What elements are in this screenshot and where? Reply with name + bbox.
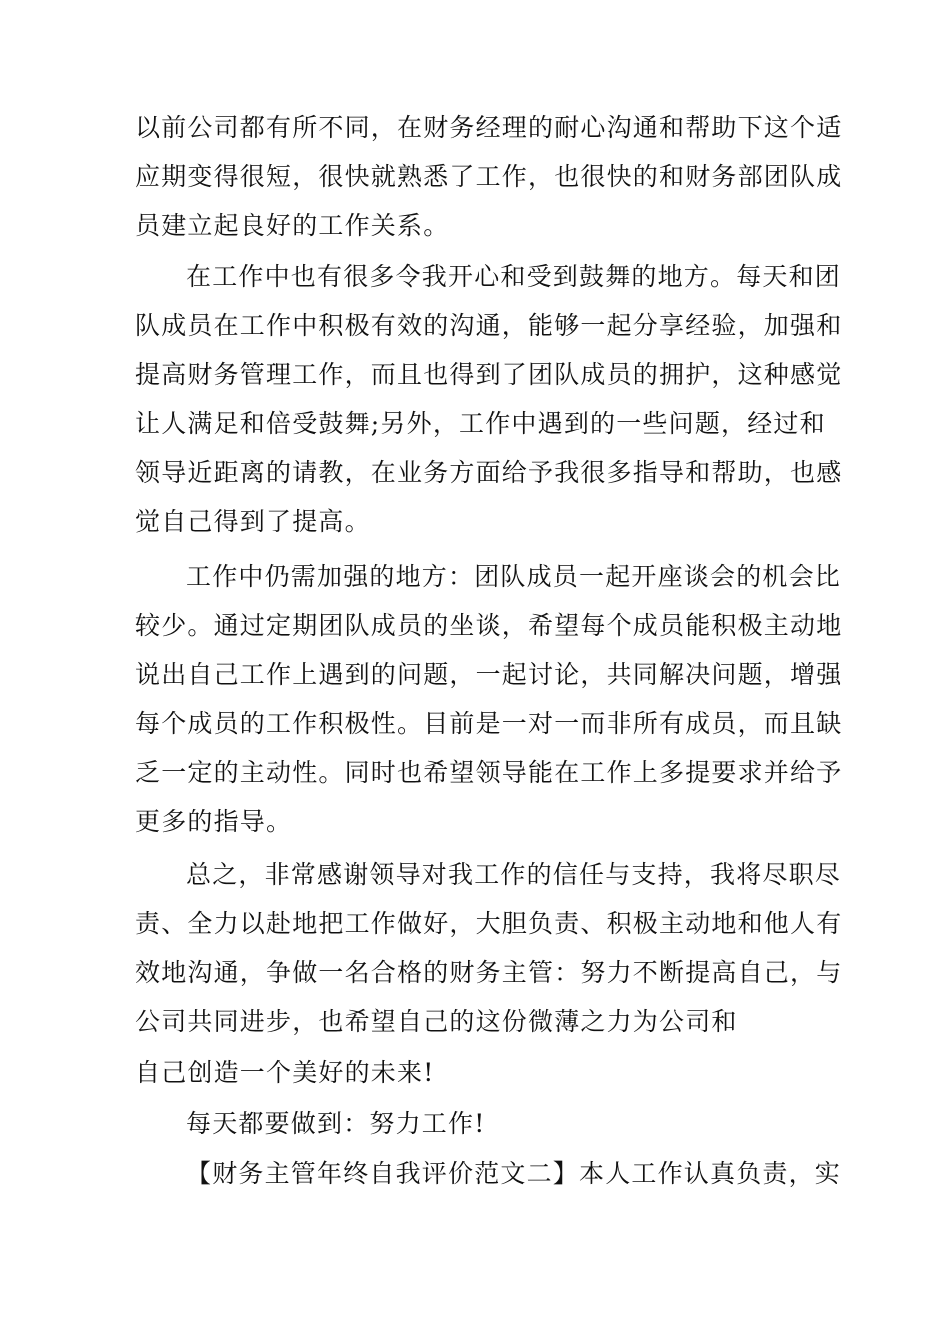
text-line: 觉自己得到了提高。 [135, 507, 371, 536]
text-line: 让人满足和倍受鼓舞;另外，工作中遇到的一些问题，经过和 [135, 409, 826, 438]
paragraph-first-line: 工作中仍需加强的地方：团队成员一起开座谈会的机会比 [186, 562, 842, 591]
text-line: 每个成员的工作积极性。目前是一对一而非所有成员，而且缺 [135, 709, 843, 738]
text-line: 较少。通过定期团队成员的坐谈，希望每个成员能积极主动地 [135, 611, 843, 640]
text-line: 提高财务管理工作，而且也得到了团队成员的拥护，这种感觉 [135, 360, 843, 389]
text-line: 效地沟通，争做一名合格的财务主管：努力不断提高自己，与 [135, 958, 843, 987]
section-heading-line: 【财务主管年终自我评价范文二】本人工作认真负责，实 [186, 1159, 842, 1188]
text-line: 责、全力以赴地把工作做好，大胆负责、积极主动地和他人有 [135, 909, 843, 938]
text-line: 公司共同进步，也希望自己的这份微薄之力为公司和 [135, 1007, 738, 1036]
text-line: 自己创造一个美好的未来! [135, 1058, 435, 1087]
text-line: 领导近距离的请教，在业务方面给予我很多指导和帮助，也感 [135, 458, 843, 487]
text-line: 应期变得很短，很快就熟悉了工作，也很快的和财务部团队成 [135, 162, 843, 191]
paragraph-first-line: 总之，非常感谢领导对我工作的信任与支持，我将尽职尽 [186, 860, 842, 889]
text-line: 员建立起良好的工作关系。 [135, 211, 450, 240]
text-line: 以前公司都有所不同，在财务经理的耐心沟通和帮助下这个适 [135, 113, 843, 142]
text-line: 队成员在工作中积极有效的沟通，能够一起分享经验，加强和 [135, 311, 843, 340]
text-line: 说出自己工作上遇到的问题，一起讨论，共同解决问题，增强 [135, 660, 843, 689]
text-line: 乏一定的主动性。同时也希望领导能在工作上多提要求并给予 [135, 758, 843, 787]
paragraph-first-line: 在工作中也有很多令我开心和受到鼓舞的地方。每天和团 [186, 262, 842, 291]
paragraph-first-line: 每天都要做到：努力工作! [186, 1109, 486, 1138]
text-line: 更多的指导。 [135, 807, 293, 836]
